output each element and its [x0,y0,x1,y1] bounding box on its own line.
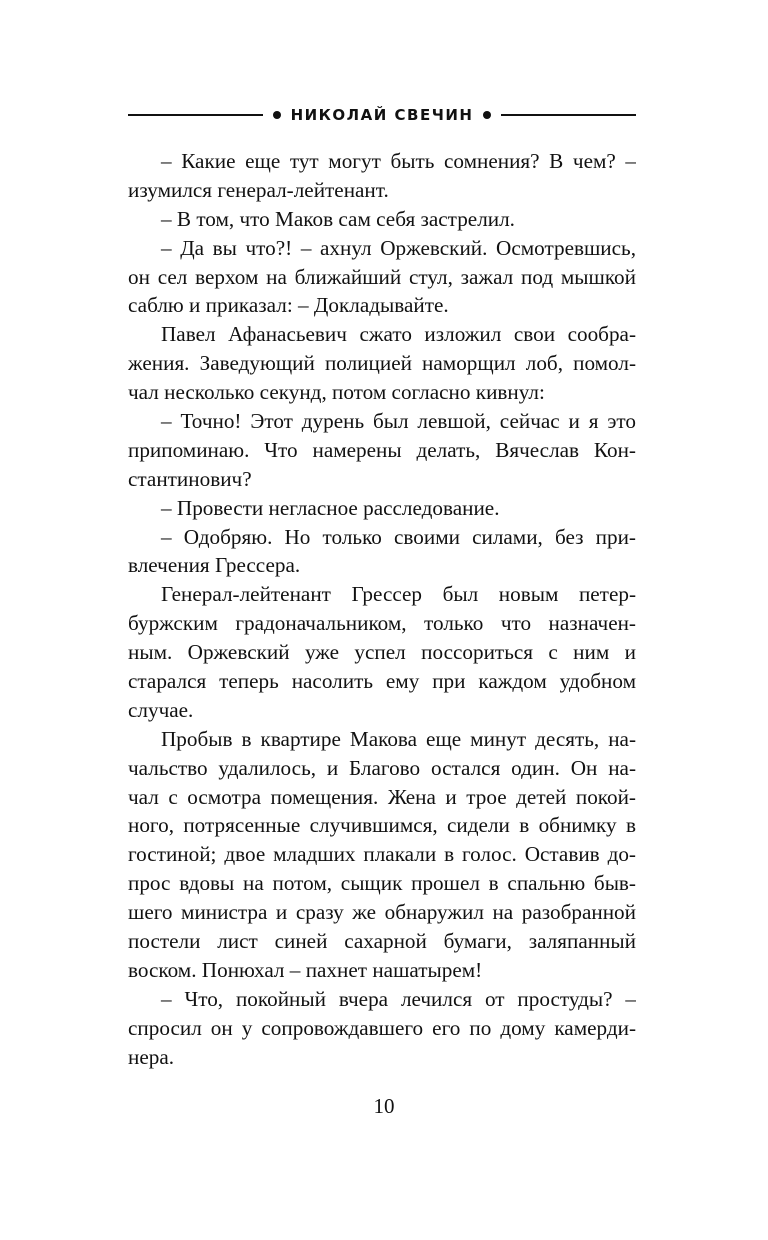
text-line: ного, потрясенные случившимся, сидели в обнимку в [128,813,636,838]
text-line: постели лист синей сахарной бумаги, заляпанный [128,929,636,954]
text-line: спросил он у сопровождавшего его по дому камерди- [128,1015,636,1040]
text-line: – Провести негласное расследование. [161,495,500,520]
text-line: шего министра и сразу же обнаружил на разобранной [128,900,636,925]
text-line: изумился генерал-лейтенант. [128,177,389,202]
text-line: чальство удалилось, и Благово остался один. Он на- [128,755,636,780]
text-line: Генерал-лейтенант Грессер был новым петер- [161,582,636,607]
text-line: – Какие еще тут могут быть сомнения? В чем? – [161,149,636,173]
text-line: Павел Афанасьевич сжато изложил свои сообра- [161,322,636,347]
header-bullet-left [273,111,281,119]
text-line: он сел верхом на ближайший стул, зажал под мышкой [128,264,636,289]
text-line: случае. [128,697,194,722]
text-line: нера. [128,1044,175,1069]
header-rule-right [501,114,636,116]
text-line: буржским градоначальником, только что назначен- [128,611,636,636]
header-bullet-right [483,111,491,119]
text-line: воском. Понюхал – пахнет нашатырем! [128,957,483,982]
text-line: стантинович? [128,466,252,491]
text-line: Пробыв в квартире Макова еще минут десять, на- [161,726,636,751]
text-line: старался теперь насолить ему при каждом удобном [128,669,636,694]
text-line: саблю и приказал: – Докладывайте. [128,293,449,318]
text-line: жения. Заведующий полицией наморщил лоб, помол- [128,351,636,376]
text-line: прос вдовы на потом, сыщик прошел в спальню быв- [128,871,636,896]
running-head [128,104,636,126]
header-rule-left [128,114,263,116]
text-line: припоминаю. Что намерены делать, Вячеслав Кон- [128,437,636,462]
text-line: – Да вы что?! – ахнул Оржевский. Осмотревшись, [161,235,636,260]
body-text [128,147,636,1072]
text-line: гостиной; двое младших плакали в голос. Оставив до- [128,842,636,867]
page-number: 10 [373,1094,395,1118]
text-line: влечения Грессера. [128,553,301,578]
text-line: ным. Оржевский уже успел поссориться с ним и [128,640,636,665]
text-line: – Одобряю. Но только своими силами, без при- [161,524,636,549]
text-line: – Точно! Этот дурень был левшой, сейчас и я это [161,409,636,434]
text-line: чал несколько секунд, потом согласно кивнул: [128,380,545,405]
text-line: – В том, что Маков сам себя застрелил. [161,206,515,231]
text-line: – Что, покойный вчера лечился от простуды? – [161,986,636,1011]
text-line: чал с осмотра помещения. Жена и трое детей покой- [128,784,636,809]
running-head-author: НИКОЛАЙ СВЕЧИН [290,106,474,124]
